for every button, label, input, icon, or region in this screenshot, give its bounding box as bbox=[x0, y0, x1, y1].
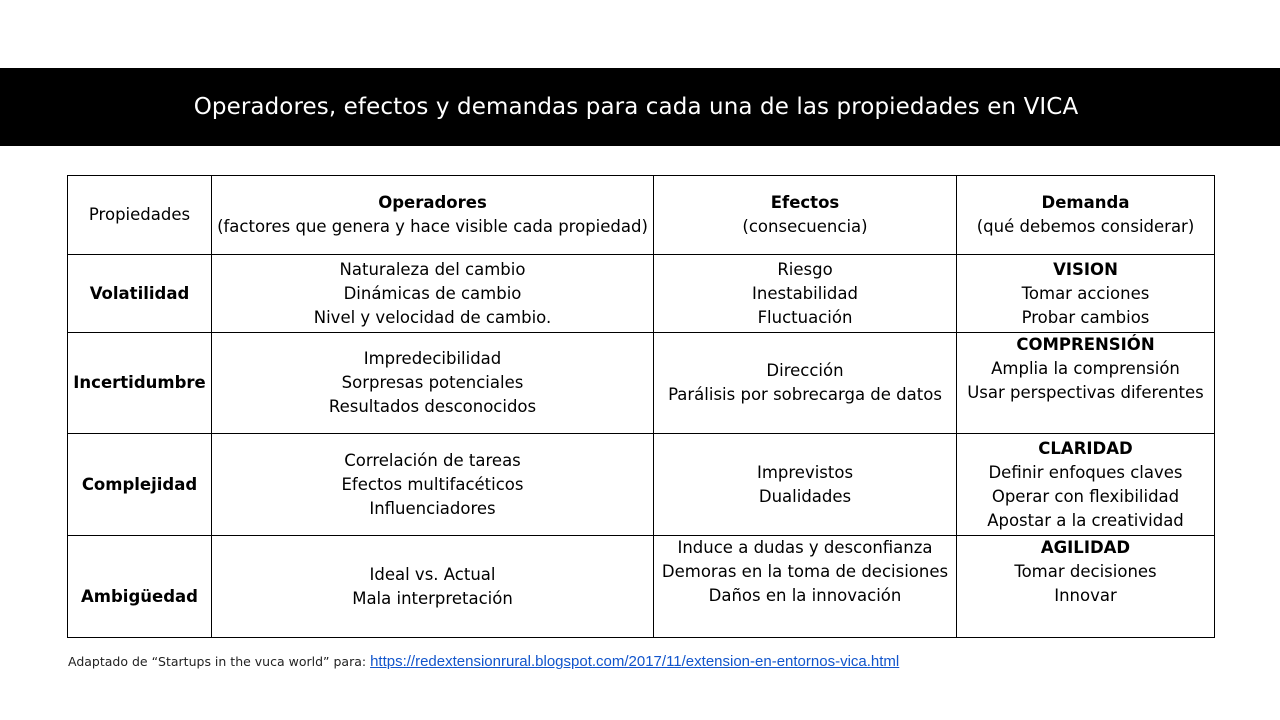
operador-item: Sorpresas potenciales bbox=[341, 373, 524, 392]
efecto-item: Riesgo bbox=[777, 259, 833, 279]
demanda-item: Tomar decisiones bbox=[1014, 562, 1157, 581]
efecto-item: Daños en la innovación bbox=[708, 586, 902, 605]
header-demanda bbox=[957, 176, 1215, 255]
header-efectos-sub: (consecuencia) bbox=[742, 217, 868, 236]
efectos-cell bbox=[654, 434, 957, 536]
operador-item: Dinámicas de cambio bbox=[343, 283, 522, 303]
header-propiedades bbox=[68, 176, 212, 255]
header-demanda-label: Demanda bbox=[1041, 193, 1130, 212]
property-cell bbox=[68, 255, 212, 333]
vica-table bbox=[67, 175, 1215, 638]
property-label: Volatilidad bbox=[89, 283, 190, 303]
efecto-item: Demoras en la toma de decisiones bbox=[661, 562, 949, 581]
table-row bbox=[68, 536, 1215, 638]
property-cell bbox=[68, 536, 212, 638]
demanda-title: COMPRENSIÓN bbox=[1016, 335, 1155, 354]
property-label: Complejidad bbox=[81, 474, 198, 494]
efecto-item: Dirección bbox=[766, 361, 844, 380]
demanda-item: Operar con flexibilidad bbox=[991, 486, 1180, 506]
header-operadores-label: Operadores bbox=[378, 193, 487, 212]
operador-item: Mala interpretación bbox=[352, 588, 513, 608]
header-operadores bbox=[212, 176, 654, 255]
operador-item: Naturaleza del cambio bbox=[339, 259, 526, 279]
demanda-item: Probar cambios bbox=[1021, 307, 1150, 327]
operador-item: Efectos multifacéticos bbox=[341, 474, 524, 494]
source-text: Adaptado de “Startups in the vuca world” para: bbox=[68, 654, 371, 669]
slide-title: Operadores, efectos y demandas para cada una de las propiedades en VICA bbox=[193, 94, 1079, 120]
operador-item: Impredecibilidad bbox=[363, 349, 502, 368]
demanda-cell bbox=[957, 536, 1215, 638]
efecto-item: Fluctuación bbox=[757, 307, 853, 327]
title-banner bbox=[0, 68, 1280, 146]
efecto-item: Imprevistos bbox=[756, 462, 854, 482]
property-cell bbox=[68, 434, 212, 536]
header-propiedades-label: Propiedades bbox=[88, 205, 191, 224]
efectos-cell bbox=[654, 255, 957, 333]
operador-item: Nivel y velocidad de cambio. bbox=[313, 307, 552, 327]
demanda-item: Innovar bbox=[1054, 586, 1117, 605]
operadores-cell bbox=[212, 434, 654, 536]
operador-item: Ideal vs. Actual bbox=[369, 564, 496, 584]
efectos-cell bbox=[654, 333, 957, 434]
demanda-item: Amplia la comprensión bbox=[991, 359, 1180, 378]
demanda-item: Usar perspectivas diferentes bbox=[967, 383, 1204, 402]
header-operadores-sub: (factores que genera y hace visible cada propiedad) bbox=[217, 217, 648, 236]
operador-item: Influenciadores bbox=[369, 498, 496, 518]
demanda-cell bbox=[957, 434, 1215, 536]
efecto-item: Dualidades bbox=[758, 486, 852, 506]
header-efectos bbox=[654, 176, 957, 255]
efectos-cell bbox=[654, 536, 957, 638]
operador-item: Resultados desconocidos bbox=[328, 397, 537, 416]
efecto-item: Parálisis por sobrecarga de datos bbox=[668, 385, 942, 404]
table-row bbox=[68, 255, 1215, 333]
efecto-item: Inestabilidad bbox=[752, 283, 858, 303]
header-efectos-label: Efectos bbox=[770, 193, 840, 212]
header-row bbox=[68, 176, 1215, 255]
demanda-cell bbox=[957, 255, 1215, 333]
source-note bbox=[68, 653, 899, 670]
demanda-title: CLARIDAD bbox=[1038, 438, 1133, 458]
operadores-cell bbox=[212, 333, 654, 434]
table-row bbox=[68, 434, 1215, 536]
demanda-item: Definir enfoques claves bbox=[988, 462, 1183, 482]
operador-item: Correlación de tareas bbox=[344, 450, 521, 470]
demanda-title: VISION bbox=[1053, 259, 1118, 279]
source-link[interactable]: https://redextensionrural.blogspot.com/2017/11/extension-en-entornos-vica.html bbox=[370, 653, 900, 670]
demanda-item: Apostar a la creatividad bbox=[987, 510, 1184, 530]
property-label: Ambigüedad bbox=[81, 586, 198, 606]
efecto-item: Induce a dudas y desconfianza bbox=[677, 538, 933, 557]
operadores-cell bbox=[212, 536, 654, 638]
header-demanda-sub: (qué debemos considerar) bbox=[976, 217, 1195, 236]
table-row bbox=[68, 333, 1215, 434]
demanda-item: Tomar acciones bbox=[1021, 283, 1150, 303]
demanda-cell bbox=[957, 333, 1215, 434]
property-cell bbox=[68, 333, 212, 434]
demanda-title: AGILIDAD bbox=[1040, 538, 1131, 557]
property-label: Incertidumbre bbox=[73, 373, 206, 392]
operadores-cell bbox=[212, 255, 654, 333]
